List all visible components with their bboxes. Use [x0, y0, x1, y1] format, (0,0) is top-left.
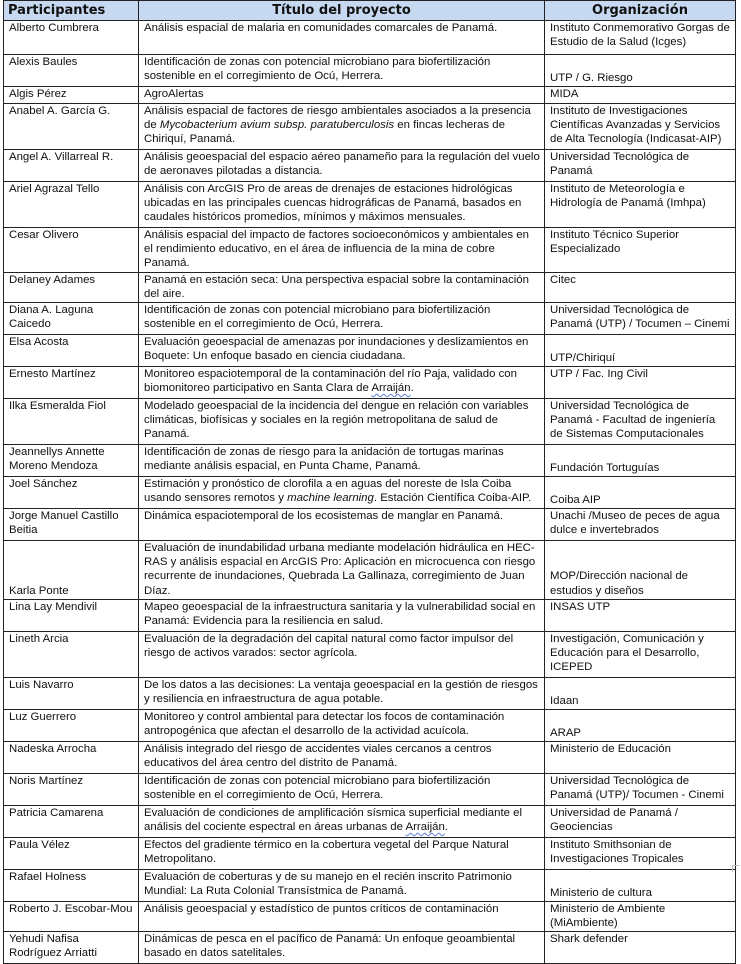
participant-cell: Delaney Adames	[4, 272, 139, 302]
organization-cell: Universidad de Panamá / Geociencias	[545, 805, 736, 837]
title-cell: Dinámica espaciotemporal de los ecosistemas de manglar en Panamá.	[139, 509, 545, 541]
organization-cell: Coiba AIP	[545, 477, 736, 509]
table-row	[4, 932, 736, 964]
title-text: . Estación Científica Coiba-AIP.	[373, 492, 532, 505]
participant-cell: Yehudi Nafisa Rodríguez Arriatti	[4, 932, 139, 964]
participant-cell: Noris Martínez	[4, 773, 139, 805]
title-cell: Monitoreo y control ambiental para detectar los focos de contaminación antropogénica que afectan el desarrollo de la actividad acuícola.	[139, 709, 545, 741]
title-cell: Evaluación geoespacial de amenazas por inundaciones y deslizamientos en Boquete: Un enfoque basado en ciencia ciudadana.	[139, 335, 545, 367]
title-cell: Análisis con ArcGIS Pro de areas de drenajes de estaciones hidrológicas ubicadas en las principales cuencas hidrográficas de Panamá, basados en caudales históricos promedios, mínimos y máximos mensuales.	[139, 182, 545, 228]
participant-cell: Paula Vélez	[4, 837, 139, 869]
participant-cell: Luis Navarro	[4, 677, 139, 709]
participant-cell: Jeannellys Annette Moreno Mendoza	[4, 445, 139, 477]
organization-cell: Ministerio de Educación	[545, 741, 736, 773]
title-cell: Efectos del gradiente térmico en la cobertura vegetal del Parque Natural Metropolitano.	[139, 837, 545, 869]
title-cell: De los datos a las decisiones: La ventaja geoespacial en la gestión de riesgos y resiliencia en infraestructura de agua potable.	[139, 677, 545, 709]
table-row	[4, 773, 736, 805]
organization-cell: Instituto Conmemorativo Gorgas de Estudio de la Salud (Icges)	[545, 21, 736, 55]
table-row	[4, 21, 736, 55]
spellcheck-flagged-word: Arraiján	[405, 821, 445, 834]
table-row	[4, 399, 736, 445]
organization-cell: Universidad Tecnológica de Panamá (UTP)/ Tocumen - Cinemi	[545, 773, 736, 805]
title-cell	[139, 805, 545, 837]
title-italic-text: machine learning	[287, 492, 374, 505]
title-text: .	[444, 821, 448, 834]
table-row	[4, 901, 736, 931]
spellcheck-flagged-word: Arraiján	[371, 382, 411, 395]
participant-cell: Karla Ponte	[4, 541, 139, 600]
title-cell	[139, 367, 545, 399]
participant-cell: Jorge Manuel Castillo Beitia	[4, 509, 139, 541]
participant-cell: Ernesto Martínez	[4, 367, 139, 399]
organization-cell: UTP / Fac. Ing Civil	[545, 367, 736, 399]
organization-cell: Fundación Tortuguías	[545, 445, 736, 477]
organization-cell: Instituto Smithsonian de Investigaciones Tropicales	[545, 837, 736, 869]
organization-cell: Investigación, Comunicación y Educación para el Desarrollo, ICEPED	[545, 631, 736, 677]
table-row	[4, 55, 736, 87]
title-cell: Identificación de zonas de riesgo para la anidación de tortugas marinas mediante análisis espacial, en Punta Chame, Panamá.	[139, 445, 545, 477]
participant-cell: Diana A. Laguna Caicedo	[4, 303, 139, 335]
participant-cell: Ariel Agrazal Tello	[4, 182, 139, 228]
table-header-row	[4, 1, 736, 21]
participant-cell: Alexis Baules	[4, 55, 139, 87]
table-row	[4, 272, 736, 302]
table-row	[4, 541, 736, 600]
participant-cell: Rafael Holness	[4, 869, 139, 901]
table-row	[4, 869, 736, 901]
organization-cell: Citec	[545, 272, 736, 302]
title-cell: Análisis integrado del riesgo de accidentes viales cercanos a centros educativos del área centro del distrito de Panamá.	[139, 741, 545, 773]
organization-cell: Instituto de Meteorología e Hidrología de Panamá (Imhpa)	[545, 182, 736, 228]
title-cell: Análisis espacial del impacto de factores socioeconómicos y ambientales en el rendimiento educativo, en el área de influencia de la mina de cobre Panamá.	[139, 228, 545, 273]
title-text: .	[410, 382, 414, 395]
table-row	[4, 445, 736, 477]
title-text: en fincas lecheras de Chiriquí, Panamá.	[144, 119, 505, 146]
organization-cell: ARAP	[545, 709, 736, 741]
table-row	[4, 87, 736, 104]
table-row	[4, 303, 736, 335]
participant-cell: Lina Lay Mendivil	[4, 599, 139, 631]
title-cell: Identificación de zonas con potencial microbiano para biofertilización sostenible en el corregimiento de Ocú, Herrera.	[139, 773, 545, 805]
participant-cell: Alberto Cumbrera	[4, 21, 139, 55]
title-text: Evaluación de condiciones de amplificación sísmica superficial mediante el análisis del cociente espectral en áreas urbanas de	[144, 806, 522, 834]
organization-cell: Universidad Tecnológica de Panamá (UTP) / Tocumen – Cinemi	[545, 303, 736, 335]
participant-cell: Elsa Acosta	[4, 335, 139, 367]
table-row	[4, 805, 736, 837]
table-row	[4, 335, 736, 367]
organization-cell: Universidad Tecnológica de Panamá	[545, 150, 736, 182]
participant-cell: Patricia Camarena	[4, 805, 139, 837]
title-cell: AgroAlertas	[139, 87, 545, 104]
title-cell	[139, 477, 545, 509]
title-cell: Evaluación de la degradación del capital natural como factor impulsor del riesgo de activos varados: sector agrícola.	[139, 631, 545, 677]
participant-cell: Roberto J. Escobar-Mou	[4, 901, 139, 931]
participant-cell: Joel Sánchez	[4, 477, 139, 509]
participant-cell: Angel A. Villarreal R.	[4, 150, 139, 182]
organization-cell: MOP/Dirección nacional de estudios y diseños	[545, 541, 736, 600]
organization-cell: UTP / G. Riesgo	[545, 55, 736, 87]
table-row	[4, 150, 736, 182]
header-project-title: Título del proyecto	[139, 1, 545, 21]
title-text: Monitoreo espaciotemporal de la contaminación del río Paja, validado con biomonitoreo participativo en Santa Clara de	[144, 368, 517, 395]
organization-cell: Idaan	[545, 677, 736, 709]
table-row	[4, 104, 736, 150]
participant-cell: Anabel A. García G.	[4, 104, 139, 150]
title-cell	[139, 104, 545, 150]
title-cell: Análisis geoespacial y estadístico de puntos críticos de contaminación	[139, 901, 545, 931]
organization-cell: Instituto Técnico Superior Especializado	[545, 228, 736, 273]
organization-cell: Ministerio de cultura	[545, 869, 736, 901]
organization-cell: INSAS UTP	[545, 599, 736, 631]
projects-table	[3, 0, 736, 964]
title-cell: Panamá en estación seca: Una perspectiva espacial sobre la contaminación del aire.	[139, 272, 545, 302]
participant-cell: Algis Pérez	[4, 87, 139, 104]
table-row	[4, 228, 736, 273]
header-participants: Participantes	[4, 1, 139, 21]
table-row	[4, 709, 736, 741]
organization-cell: Universidad Tecnológica de Panamá - Facultad de ingeniería de Sistemas Computacionales	[545, 399, 736, 445]
table-row	[4, 837, 736, 869]
table-row	[4, 182, 736, 228]
header-organization: Organización	[545, 1, 736, 21]
participant-cell: Luz Guerrero	[4, 709, 139, 741]
table-row	[4, 631, 736, 677]
table-row	[4, 509, 736, 541]
table-row	[4, 677, 736, 709]
title-italic-text: Mycobacterium avium subsp. paratuberculosis	[159, 119, 395, 132]
table-row	[4, 367, 736, 399]
organization-cell: Instituto de Investigaciones Científicas Avanzadas y Servicios de Alta Tecnología (Indicasat-AIP)	[545, 104, 736, 150]
table-row	[4, 477, 736, 509]
title-cell: Análisis espacial de malaria en comunidades comarcales de Panamá.	[139, 21, 545, 55]
organization-cell: Ministerio de Ambiente (MiAmbiente)	[545, 901, 736, 931]
title-cell: Evaluación de coberturas y de su manejo en el recién inscrito Patrimonio Mundial: La Ruta Colonial Transístmica de Panamá.	[139, 869, 545, 901]
participant-cell: Cesar Olivero	[4, 228, 139, 273]
participant-cell: Nadeska Arrocha	[4, 741, 139, 773]
title-cell: Identificación de zonas con potencial microbiano para biofertilización sostenible en el corregimiento de Ocú, Herrera.	[139, 55, 545, 87]
table-row	[4, 599, 736, 631]
participant-cell: Lineth Arcia	[4, 631, 139, 677]
title-cell: Mapeo geoespacial de la infraestructura sanitaria y la vulnerabilidad social en Panamá: Evidencia para la resiliencia en salud.	[139, 599, 545, 631]
title-cell: Evaluación de inundabilidad urbana mediante modelación hidráulica en HEC-RAS y análisis espacial en ArcGIS Pro: Aplicación en microcuenca con riesgo recurrente de inundaciones, Quebrada La Gallinaza, corregimiento de Juan Díaz.	[139, 541, 545, 600]
table-end-marker	[732, 865, 739, 872]
title-text: Análisis espacial de factores de riesgo ambientales asociados a la presencia de	[144, 105, 531, 132]
organization-cell: Shark defender	[545, 932, 736, 964]
title-cell: Dinámicas de pesca en el pacífico de Panamá: Un enfoque geoambiental basado en datos satelitales.	[139, 932, 545, 964]
participant-cell: Ilka Esmeralda Fiol	[4, 399, 139, 445]
title-cell: Modelado geoespacial de la incidencia del dengue en relación con variables climáticas, biofísicas y sociales en la región metropolitana de salud de Panamá.	[139, 399, 545, 445]
organization-cell: Unachi /Museo de peces de agua dulce e invertebrados	[545, 509, 736, 541]
organization-cell: UTP/Chiriquí	[545, 335, 736, 367]
title-cell: Análisis geoespacial del espacio aéreo panameño para la regulación del vuelo de aeronaves pilotadas a distancia.	[139, 150, 545, 182]
title-cell: Identificación de zonas con potencial microbiano para biofertilización sostenible en el corregimiento de Ocú, Herrera.	[139, 303, 545, 335]
table-row	[4, 741, 736, 773]
organization-cell: MIDA	[545, 87, 736, 104]
title-text: Estimación y pronóstico de clorofila a en aguas del noreste de Isla Coiba usando sensores remotos y	[144, 478, 512, 505]
